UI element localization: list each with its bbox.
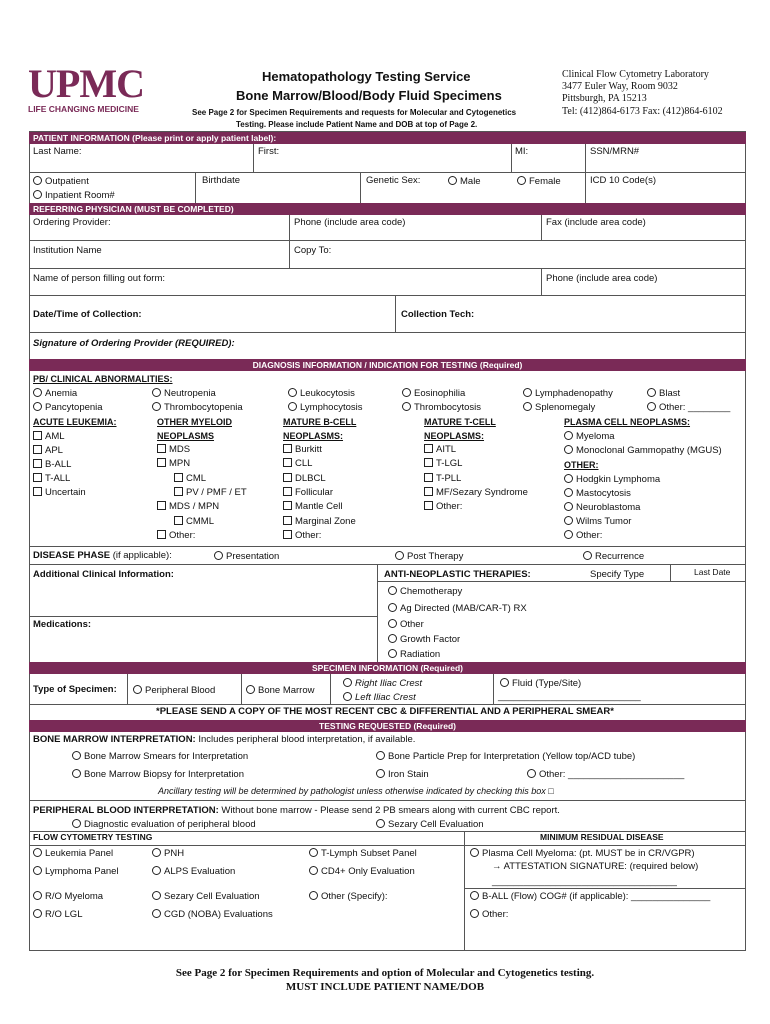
- collection-datetime-label: Date/Time of Collection:: [33, 309, 142, 320]
- additional-info-label: Additional Clinical Information:: [33, 569, 174, 580]
- tcell-heading-2: NEOPLASMS:: [424, 431, 485, 441]
- ssn-label: SSN/MRN#: [590, 146, 640, 157]
- inpatient-radio[interactable]: Inpatient Room#: [33, 190, 115, 202]
- anti-neoplastic-label: ANTI-NEOPLASTIC THERAPIES:: [384, 569, 531, 580]
- right-iliac-radio[interactable]: Right Iliac Crest: [343, 678, 422, 690]
- myeloma-radio[interactable]: Myeloma: [564, 431, 615, 443]
- bone-particle-radio[interactable]: Bone Particle Prep for Interpretation (Yellow top/ACD tube): [376, 751, 635, 763]
- pb-other-radio[interactable]: Other: ________: [647, 402, 730, 414]
- t-pll-checkbox[interactable]: T-PLL: [424, 473, 461, 485]
- ro-myeloma-radio[interactable]: R/O Myeloma: [33, 891, 103, 903]
- ancillary-note: Ancillary testing will be determined by pathologist unless otherwise indicated by checking this box □: [158, 786, 554, 796]
- apl-checkbox[interactable]: APL: [33, 445, 63, 457]
- pv-pmf-et-checkbox[interactable]: PV / PMF / ET: [174, 487, 247, 499]
- left-iliac-radio[interactable]: Left Iliac Crest: [343, 692, 416, 704]
- pancytopenia-radio[interactable]: Pancytopenia: [33, 402, 103, 414]
- icd-label: ICD 10 Code(s): [590, 175, 656, 186]
- cgd-radio[interactable]: CGD (NOBA) Evaluations: [152, 909, 273, 921]
- pb-interpretation-label: PERIPHERAL BLOOD INTERPRETATION: Without bone marrow - Please send 2 PB smears along with current CBC report.: [33, 805, 560, 816]
- lab-addr1: 3477 Euler Way, Room 9032: [562, 81, 678, 93]
- lab-address: [562, 69, 723, 118]
- disease-phase-label: DISEASE PHASE (if applicable):: [33, 550, 172, 561]
- form-subtitle: Bone Marrow/Blood/Body Fluid Specimens: [236, 88, 502, 103]
- male-radio[interactable]: Male: [448, 176, 481, 188]
- physician-section-bar: REFERRING PHYSICIAN (MUST BE COMPLETED): [29, 203, 746, 215]
- lymphoma-panel-radio[interactable]: Lymphoma Panel: [33, 866, 119, 878]
- bm-interpretation-label: BONE MARROW INTERPRETATION: Includes peripheral blood interpretation, if available.: [33, 734, 416, 745]
- sezary-flow-radio[interactable]: Sezary Cell Evaluation: [152, 891, 260, 903]
- ro-lgl-radio[interactable]: R/O LGL: [33, 909, 83, 921]
- mantle-cell-checkbox[interactable]: Mantle Cell: [283, 501, 343, 513]
- cd4-only-radio[interactable]: CD4+ Only Evaluation: [309, 866, 415, 878]
- plasma-mrd-radio[interactable]: Plasma Cell Myeloma: (pt. MUST be in CR/VGPR): [470, 848, 695, 860]
- mpn-checkbox[interactable]: MPN: [157, 458, 190, 470]
- anemia-radio[interactable]: Anemia: [33, 388, 77, 400]
- burkitt-checkbox[interactable]: Burkitt: [283, 444, 322, 456]
- marginal-zone-checkbox[interactable]: Marginal Zone: [283, 516, 356, 528]
- aml-checkbox[interactable]: AML: [33, 431, 65, 443]
- eosinophilia-radio[interactable]: Eosinophilia: [402, 388, 465, 400]
- filler-label: Name of person filling out form:: [33, 273, 166, 284]
- flow-cytometry-heading: FLOW CYTOMETRY TESTING: [33, 832, 153, 842]
- ordering-provider-label: Ordering Provider:: [33, 217, 111, 228]
- lymphocytosis-radio[interactable]: Lymphocytosis: [288, 402, 362, 414]
- last-name-label: Last Name:: [33, 146, 82, 157]
- institution-label: Institution Name: [33, 245, 102, 256]
- tcell-heading-1: MATURE T-CELL: [424, 417, 496, 427]
- testing-section-bar: TESTING REQUESTED (Required): [29, 720, 746, 732]
- mastocytosis-radio[interactable]: Mastocytosis: [564, 488, 631, 500]
- neutropenia-radio[interactable]: Neutropenia: [152, 388, 216, 400]
- peripheral-blood-radio[interactable]: Peripheral Blood: [133, 685, 215, 697]
- bone-marrow-radio[interactable]: Bone Marrow: [246, 685, 315, 697]
- ag-directed-radio[interactable]: Ag Directed (MAB/CAR-T) RX: [388, 603, 527, 615]
- thrombocytosis-radio[interactable]: Thrombocytosis: [402, 402, 481, 414]
- therapy-other-radio[interactable]: Other: [388, 619, 424, 631]
- footer-line-2: MUST INCLUDE PATIENT NAME/DOB: [285, 981, 485, 993]
- birthdate-label: Birthdate: [202, 175, 241, 186]
- sezary-eval-pb-radio[interactable]: Sezary Cell Evaluation: [376, 819, 484, 831]
- follicular-checkbox[interactable]: Follicular: [283, 487, 333, 499]
- phone2-label: Phone (include area code): [546, 273, 658, 284]
- other-dx-heading: OTHER:: [564, 460, 599, 470]
- header-note-1: See Page 2 for Specimen Requirements and requests for Molecular and Cytogenetics: [192, 108, 517, 117]
- pb-abnormalities-heading: PB/ CLINICAL ABNORMALITIES:: [33, 374, 173, 384]
- diagnosis-section-bar: DIAGNOSIS INFORMATION / INDICATION FOR TESTING (Required): [29, 359, 746, 371]
- splenomegaly-radio[interactable]: Splenomegaly: [523, 402, 595, 414]
- upmc-logo: [28, 61, 144, 114]
- phone-label: Phone (include area code): [294, 217, 406, 228]
- b-all-checkbox[interactable]: B-ALL: [33, 459, 71, 471]
- lab-name: Clinical Flow Cytometry Laboratory: [562, 69, 709, 80]
- mi-label: MI:: [515, 146, 529, 157]
- post-therapy-radio[interactable]: Post Therapy: [395, 551, 463, 563]
- ball-mrd-radio[interactable]: B-ALL (Flow) COG# (if applicable): _______________: [470, 891, 710, 903]
- aitl-checkbox[interactable]: AITL: [424, 444, 456, 456]
- signature-label: Signature of Ordering Provider (REQUIRED):: [33, 338, 235, 349]
- thrombocytopenia-radio[interactable]: Thrombocytopenia: [152, 402, 243, 414]
- radiation-radio[interactable]: Radiation: [388, 649, 440, 661]
- bcell-heading-1: MATURE B-CELL: [283, 417, 357, 427]
- leukocytosis-radio[interactable]: Leukocytosis: [288, 388, 355, 400]
- myeloid-heading-2: NEOPLASMS: [157, 431, 215, 441]
- first-name-label: First:: [258, 146, 280, 157]
- hodgkin-radio[interactable]: Hodgkin Lymphoma: [564, 474, 660, 486]
- leukemia-panel-radio[interactable]: Leukemia Panel: [33, 848, 113, 860]
- fluid-radio[interactable]: Fluid (Type/Site): [500, 678, 581, 690]
- medications-label: Medications:: [33, 619, 92, 630]
- flow-other-radio[interactable]: Other (Specify):: [309, 891, 388, 903]
- tcell-other-checkbox[interactable]: Other:: [424, 501, 462, 513]
- mrd-other-radio[interactable]: Other:: [470, 909, 508, 921]
- footer-line-1: See Page 2 for Specimen Requirements and option of Molecular and Cytogenetics testing.: [175, 967, 595, 979]
- t-lgl-checkbox[interactable]: T-LGL: [424, 458, 462, 470]
- neuroblastoma-radio[interactable]: Neuroblastoma: [564, 502, 640, 514]
- growth-factor-radio[interactable]: Growth Factor: [388, 634, 460, 646]
- mds-mpn-checkbox[interactable]: MDS / MPN: [157, 501, 219, 513]
- t-all-checkbox[interactable]: T-ALL: [33, 473, 70, 485]
- mrd-heading: MINIMUM RESIDUAL DISEASE: [540, 832, 664, 842]
- uncertain-checkbox[interactable]: Uncertain: [33, 487, 86, 499]
- diagnostic-pb-radio[interactable]: Diagnostic evaluation of peripheral blood: [72, 819, 256, 831]
- logo-tagline: LIFE CHANGING MEDICINE: [28, 104, 139, 114]
- acute-leukemia-heading: ACUTE LEUKEMIA:: [33, 417, 117, 427]
- presentation-radio[interactable]: Presentation: [214, 551, 279, 563]
- recurrence-radio[interactable]: Recurrence: [583, 551, 644, 563]
- cll-checkbox[interactable]: CLL: [283, 458, 312, 470]
- pnh-radio[interactable]: PNH: [152, 848, 184, 860]
- bm-smears-radio[interactable]: Bone Marrow Smears for Interpretation: [72, 751, 248, 763]
- bcell-other-checkbox[interactable]: Other:: [283, 530, 321, 542]
- form-title: Hematopathology Testing Service: [262, 69, 471, 84]
- other-dx-radio[interactable]: Other:: [564, 530, 602, 542]
- cmml-checkbox[interactable]: CMML: [174, 516, 214, 528]
- chemotherapy-radio[interactable]: Chemotherapy: [388, 586, 462, 598]
- bcell-heading-2: NEOPLASMS:: [283, 431, 344, 441]
- fluid-line: ___________________________: [498, 691, 641, 702]
- lab-addr2: Pittsburgh, PA 15213: [562, 93, 647, 105]
- cbc-notice: *PLEASE SEND A COPY OF THE MOST RECENT CBC & DIFFERENTIAL AND A PERIPHERAL SMEAR*: [156, 706, 614, 717]
- specimen-type-label: Type of Specimen:: [33, 684, 117, 695]
- myeloid-heading-1: OTHER MYELOID: [157, 417, 233, 427]
- mgus-radio[interactable]: Monoclonal Gammopathy (MGUS): [564, 445, 722, 457]
- lab-phone: Tel: (412)864-6173 Fax: (412)864-6102: [562, 105, 723, 117]
- bm-other-radio[interactable]: Other: ______________________: [527, 769, 684, 781]
- patient-section-bar: PATIENT INFORMATION (Please print or apply patient label):: [29, 132, 746, 144]
- blast-radio[interactable]: Blast: [647, 388, 680, 400]
- wilms-radio[interactable]: Wilms Tumor: [564, 516, 631, 528]
- specify-type-label: Specify Type: [590, 569, 645, 580]
- t-lymph-subset-radio[interactable]: T-Lymph Subset Panel: [309, 848, 417, 860]
- alps-radio[interactable]: ALPS Evaluation: [152, 866, 235, 878]
- myeloid-other-checkbox[interactable]: Other:: [157, 530, 195, 542]
- mf-sezary-checkbox[interactable]: MF/Sezary Syndrome: [424, 487, 528, 499]
- attestation-line: ___________________________________: [492, 876, 677, 887]
- iron-stain-radio[interactable]: Iron Stain: [376, 769, 429, 781]
- mds-checkbox[interactable]: MDS: [157, 444, 190, 456]
- fax-label: Fax (include area code): [546, 217, 646, 228]
- lymphadenopathy-radio[interactable]: Lymphadenopathy: [523, 388, 613, 400]
- dlbcl-checkbox[interactable]: DLBCL: [283, 473, 326, 485]
- sex-label: Genetic Sex:: [366, 175, 421, 186]
- logo-text: UPMC: [28, 61, 144, 106]
- female-radio[interactable]: Female: [517, 176, 561, 188]
- plasma-cell-heading: PLASMA CELL NEOPLASMS:: [564, 417, 691, 427]
- header-note-2: Testing. Please include Patient Name and DOB at top of Page 2.: [236, 120, 478, 129]
- last-date-label: Last Date: [694, 567, 731, 577]
- collection-tech-label: Collection Tech:: [401, 309, 475, 320]
- attestation-label: → ATTESTATION SIGNATURE: (required below): [492, 861, 699, 872]
- copy-to-label: Copy To:: [294, 245, 332, 256]
- bm-biopsy-radio[interactable]: Bone Marrow Biopsy for Interpretation: [72, 769, 244, 781]
- specimen-section-bar: SPECIMEN INFORMATION (Required): [29, 662, 746, 674]
- outpatient-radio[interactable]: Outpatient: [33, 176, 89, 188]
- cml-checkbox[interactable]: CML: [174, 473, 206, 485]
